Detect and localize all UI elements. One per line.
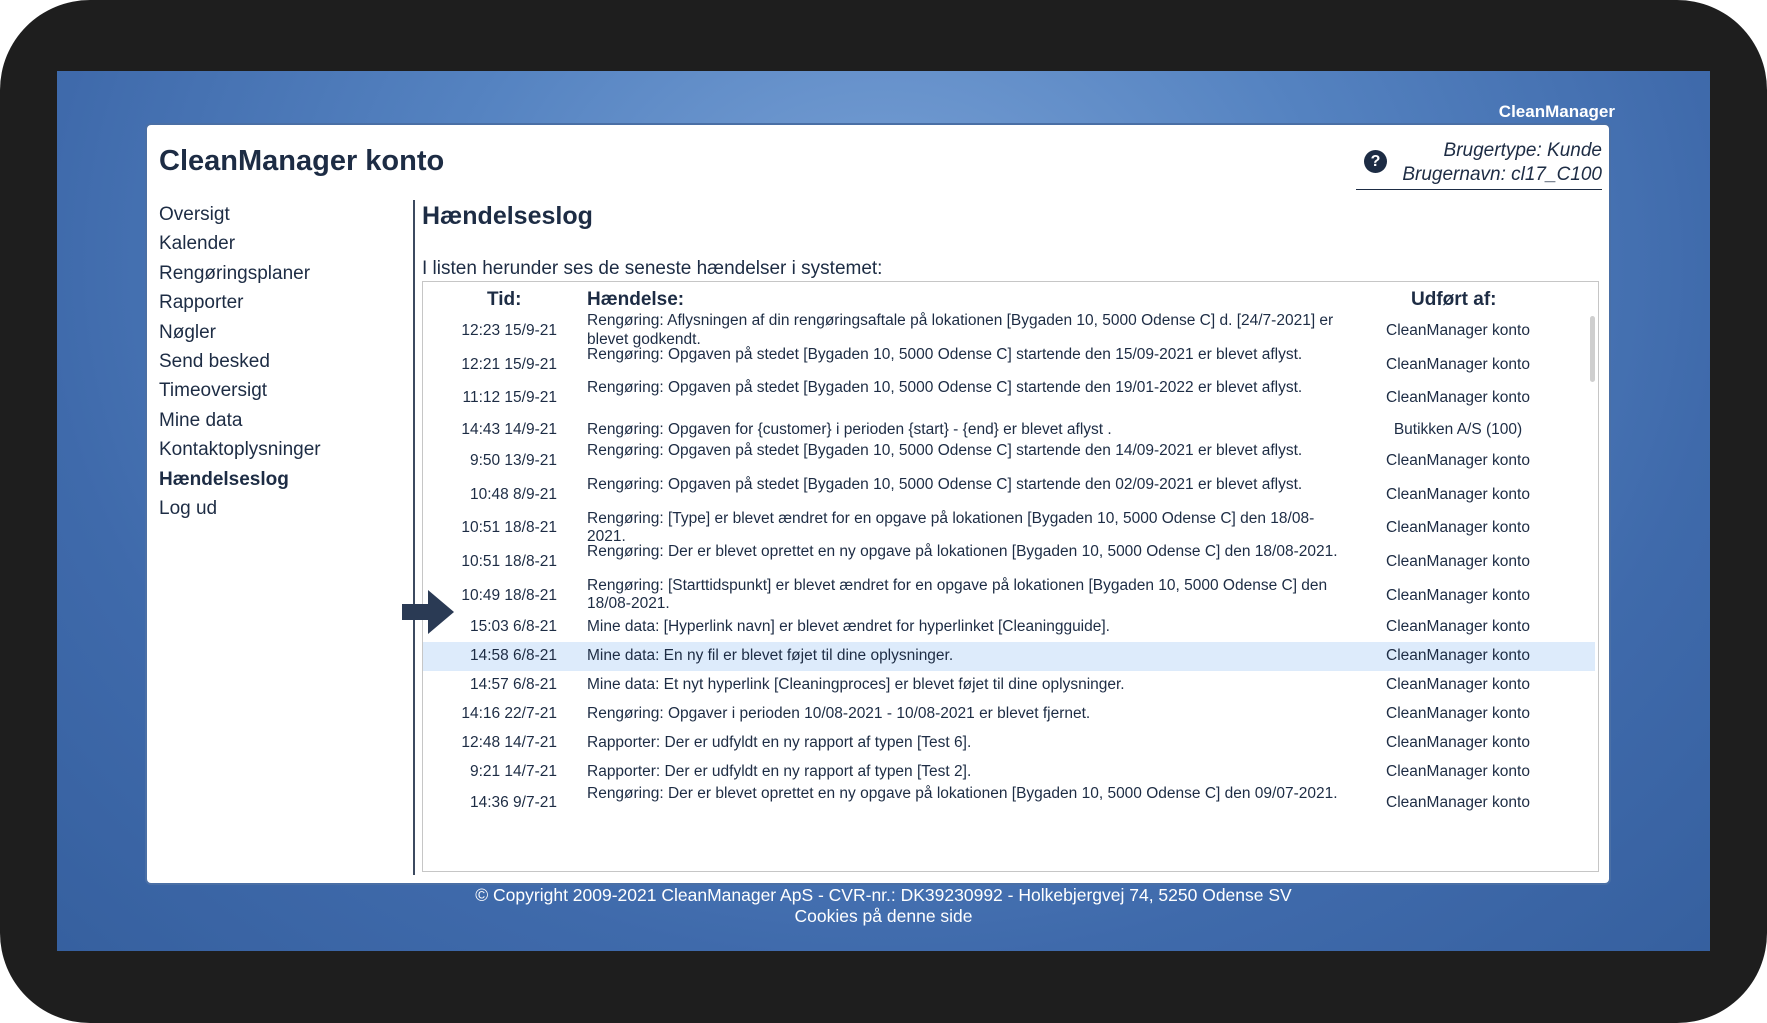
- table-row[interactable]: [423, 758, 1595, 787]
- footer: [57, 885, 1710, 927]
- row-time: 14:57 6/8-21: [469, 676, 557, 694]
- row-performed-by: CleanManager konto: [1386, 586, 1530, 604]
- row-performed-by: CleanManager konto: [1386, 321, 1530, 339]
- sidebar-item-haendelseslog[interactable]: Hændelseslog: [159, 468, 289, 490]
- row-event: Rengøring: Aflysningen af din rengøringsaftale på lokationen [Bygaden 10, 5000 Odense C] d. [24/7-2021] er blevet godkendt.: [587, 312, 1334, 348]
- row-time: 9:50 13/9-21: [469, 451, 557, 469]
- table-row[interactable]: [423, 545, 1595, 579]
- row-event: Mine data: En ny fil er blevet føjet til dine oplysninger.: [587, 647, 954, 665]
- sidebar-item-send-besked[interactable]: Send besked: [159, 350, 270, 372]
- row-time: 14:43 14/9-21: [461, 420, 557, 438]
- table-row[interactable]: [423, 475, 1595, 512]
- row-event: Rengøring: [Type] er blevet ændret for en opgave på lokationen [Bygaden 10, 5000 Odense C] den 18/08-2021.: [587, 509, 1315, 545]
- row-event: Rengøring: Opgaver i perioden 10/08-2021 - 10/08-2021 er blevet fjernet.: [587, 705, 1091, 723]
- row-performed-by: Butikken A/S (100): [1393, 420, 1523, 438]
- row-time: 12:21 15/9-21: [461, 355, 557, 373]
- sidebar-item-rapporter[interactable]: Rapporter: [159, 292, 244, 314]
- row-time: 9:21 14/7-21: [469, 763, 557, 781]
- table-row[interactable]: [423, 729, 1595, 758]
- row-performed-by: CleanManager konto: [1386, 519, 1530, 537]
- column-divider: [413, 200, 415, 875]
- sidebar-item-nogler[interactable]: Nøgler: [159, 321, 217, 343]
- row-time: 10:48 8/9-21: [469, 485, 557, 503]
- row-event: Rengøring: Opgaven for {customer} i perioden {start} - {end} er blevet aflyst .: [587, 420, 1112, 438]
- content-intro: I listen herunder ses de seneste hændelser i systemet:: [422, 258, 883, 279]
- table-row[interactable]: [423, 642, 1595, 671]
- row-time: 12:48 14/7-21: [461, 734, 557, 752]
- sidebar-item-kalender[interactable]: Kalender: [159, 233, 236, 255]
- table-row[interactable]: [423, 576, 1595, 613]
- event-log-list[interactable]: [422, 281, 1599, 872]
- scrollbar-thumb[interactable]: [1590, 316, 1595, 382]
- sidebar-item-log-ud[interactable]: Log ud: [159, 497, 218, 519]
- row-time: 10:49 18/8-21: [461, 586, 557, 604]
- table-row[interactable]: [423, 314, 1595, 348]
- row-time: 11:12 15/9-21: [462, 389, 557, 407]
- table-header: [423, 282, 1598, 316]
- table-row[interactable]: [423, 415, 1595, 444]
- row-event: Rengøring: Opgaven på stedet [Bygaden 10, 5000 Odense C] startende den 19/01-2022 er blevet aflyst.: [587, 379, 1303, 397]
- brand-label: CleanManager: [1498, 102, 1615, 121]
- row-event: Rengøring: Opgaven på stedet [Bygaden 10, 5000 Odense C] startende den 15/09-2021 er blevet aflyst.: [587, 345, 1303, 363]
- arrow-right-icon: [402, 590, 454, 634]
- column-header-time: Tid:: [487, 289, 522, 310]
- row-performed-by: CleanManager konto: [1386, 647, 1530, 665]
- row-performed-by: CleanManager konto: [1386, 734, 1530, 752]
- row-performed-by: CleanManager konto: [1386, 389, 1530, 407]
- row-time: 14:58 6/8-21: [469, 647, 557, 665]
- table-row[interactable]: [423, 444, 1595, 478]
- row-time: 10:51 18/8-21: [461, 519, 557, 537]
- row-time: 15:03 6/8-21: [469, 618, 557, 636]
- sidebar-item-oversigt[interactable]: Oversigt: [159, 204, 230, 225]
- question-circle-icon[interactable]: ?: [1364, 150, 1387, 173]
- sidebar-item-mine-data[interactable]: Mine data: [159, 409, 243, 431]
- table-row[interactable]: [423, 671, 1595, 700]
- screen: [57, 71, 1710, 951]
- row-performed-by: CleanManager konto: [1386, 553, 1530, 571]
- user-type: Brugertype: Kunde: [1443, 140, 1602, 161]
- table-row[interactable]: [423, 509, 1595, 546]
- row-time: 12:23 15/9-21: [461, 321, 557, 339]
- row-performed-by: CleanManager konto: [1386, 355, 1530, 373]
- user-info: [1356, 139, 1602, 190]
- column-header-event: Hændelse:: [587, 289, 685, 310]
- sidebar-item-rengoringsplaner[interactable]: Rengøringsplaner: [159, 262, 311, 284]
- row-event: Mine data: [Hyperlink navn] er blevet ændret for hyperlinket [Cleaningguide].: [587, 618, 1110, 636]
- row-event: Rengøring: Der er blevet oprettet en ny opgave på lokationen [Bygaden 10, 5000 Odense C] den 09/07-2021.: [587, 784, 1338, 802]
- row-time: 14:16 22/7-21: [461, 705, 557, 723]
- content-title: Hændelseslog: [422, 202, 593, 230]
- row-event: Mine data: Et nyt hyperlink [Cleaningproces] er blevet føjet til dine oplysninger.: [587, 676, 1125, 694]
- row-event: Rapporter: Der er udfyldt en ny rapport af typen [Test 6].: [587, 734, 972, 752]
- row-performed-by: CleanManager konto: [1386, 705, 1530, 723]
- table-row[interactable]: [423, 381, 1595, 415]
- page-title: CleanManager konto: [159, 145, 445, 177]
- sidebar-nav: [159, 200, 321, 523]
- footer-cookies-link[interactable]: Cookies på denne side: [794, 906, 973, 926]
- row-time: 14:36 9/7-21: [469, 794, 557, 812]
- row-performed-by: CleanManager konto: [1386, 763, 1530, 781]
- row-event: Rengøring: Opgaven på stedet [Bygaden 10, 5000 Odense C] startende den 14/09-2021 er blevet aflyst.: [587, 442, 1303, 460]
- column-header-by: Udført af:: [1411, 289, 1497, 310]
- footer-copyright: © Copyright 2009-2021 CleanManager ApS - CVR-nr.: DK39230992 - Holkebjergvej 74, 5250 Odense SV: [475, 885, 1292, 905]
- table-row[interactable]: [423, 613, 1595, 642]
- sidebar-item-timeoversigt[interactable]: Timeoversigt: [159, 380, 268, 402]
- row-performed-by: CleanManager konto: [1386, 618, 1530, 636]
- row-time: 10:51 18/8-21: [461, 553, 557, 571]
- sidebar-item-kontaktoplysninger[interactable]: Kontaktoplysninger: [159, 439, 321, 461]
- table-row[interactable]: [423, 345, 1595, 382]
- user-name: Brugernavn: cl17_C100: [1402, 164, 1602, 185]
- row-performed-by: CleanManager konto: [1386, 451, 1530, 469]
- row-performed-by: CleanManager konto: [1386, 794, 1530, 812]
- row-performed-by: CleanManager konto: [1386, 485, 1530, 503]
- account-panel: [145, 123, 1611, 885]
- row-event: Rengøring: [Starttidspunkt] er blevet ændret for en opgave på lokationen [Bygaden 10, 5000 Odense C] den 18/08-2021.: [587, 576, 1328, 613]
- row-event: Rapporter: Der er udfyldt en ny rapport af typen [Test 2].: [587, 763, 972, 781]
- row-event: Rengøring: Der er blevet oprettet en ny opgave på lokationen [Bygaden 10, 5000 Odense C] den 18/08-2021.: [587, 543, 1338, 561]
- table-row[interactable]: [423, 700, 1595, 729]
- row-performed-by: CleanManager konto: [1386, 676, 1530, 694]
- row-event: Rengøring: Opgaven på stedet [Bygaden 10, 5000 Odense C] startende den 02/09-2021 er blevet aflyst.: [587, 475, 1303, 493]
- table-row[interactable]: [423, 784, 1595, 821]
